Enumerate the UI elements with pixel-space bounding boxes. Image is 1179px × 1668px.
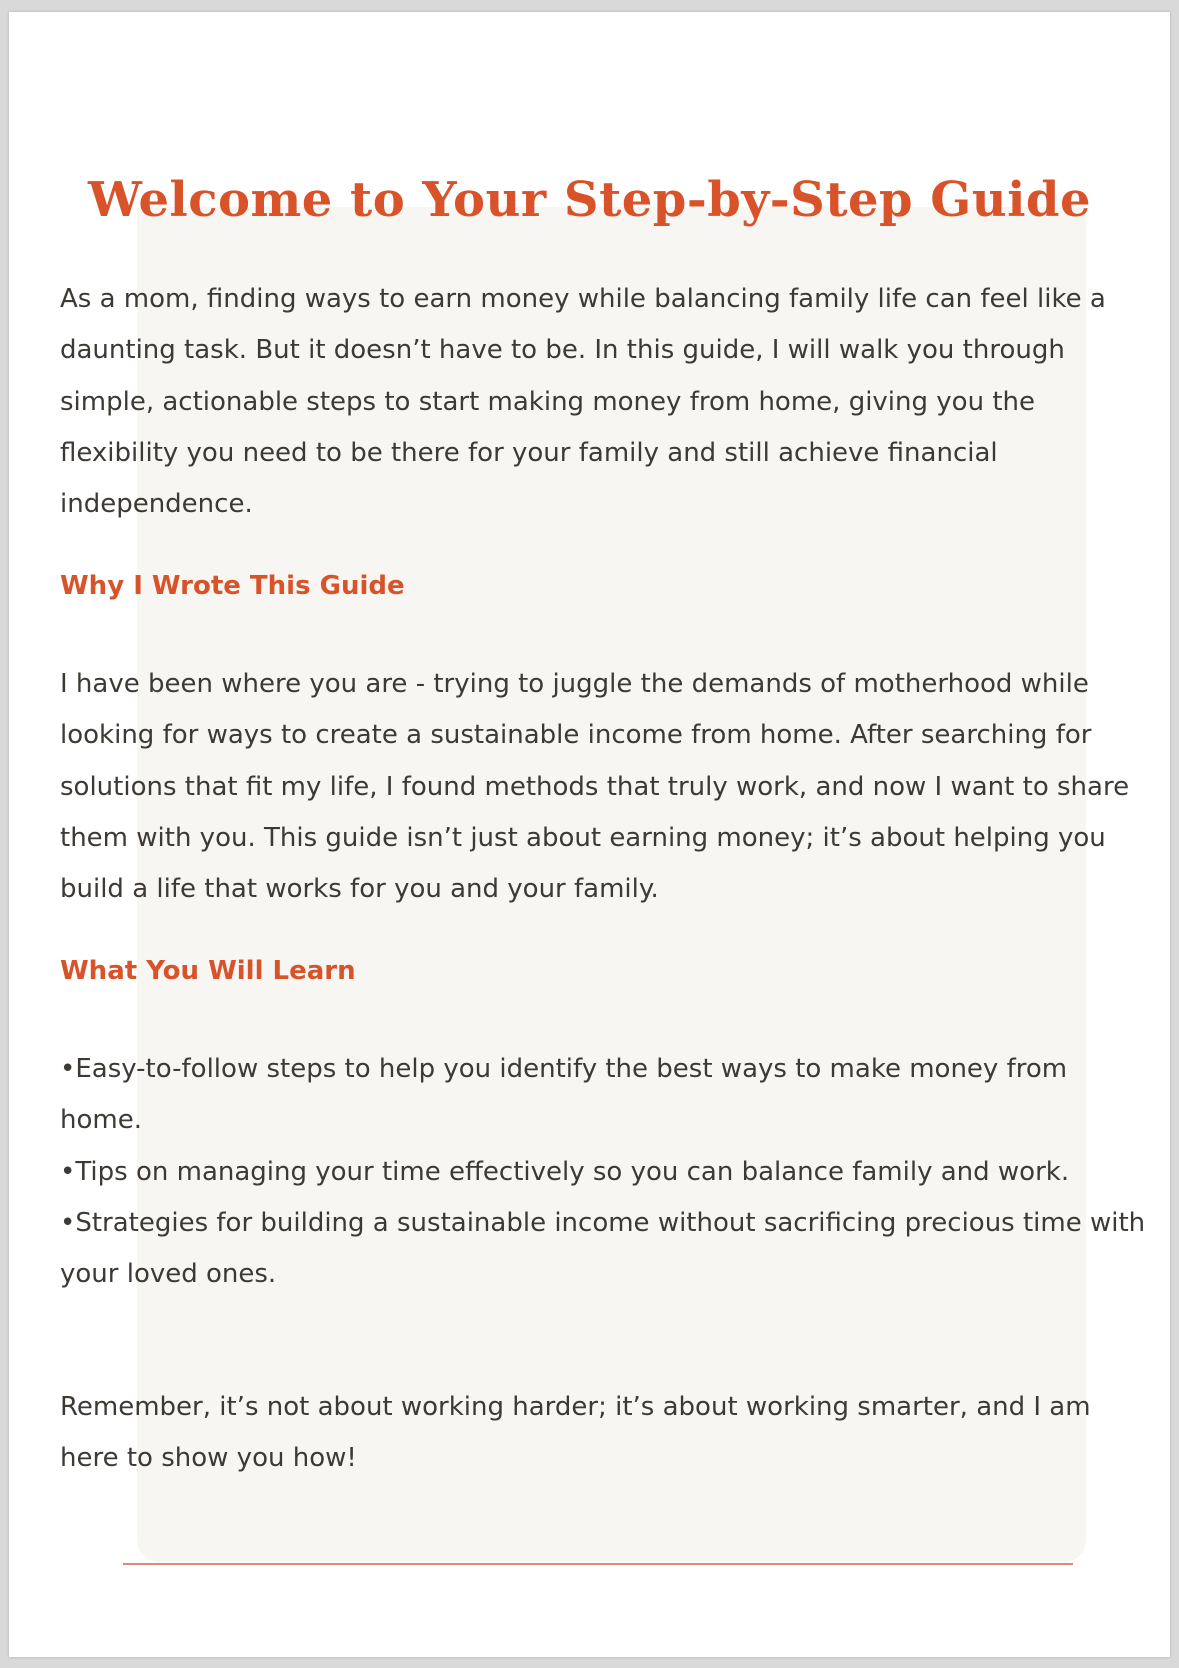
list-item: • Strategies for building a sustainable income without sacrificing precious time with your loved ones. [60, 1198, 1150, 1301]
section-heading-learn: What You Will Learn [60, 956, 356, 986]
learn-bullet-list [60, 1044, 1150, 1300]
list-item: • Tips on managing your time effectively so you can balance family and work. [60, 1147, 1150, 1198]
closing-paragraph: Remember, it’s not about working harder; it’s about working smarter, and I am here to show you how! [60, 1392, 1091, 1474]
divider-line [123, 1563, 1073, 1565]
page-title: Welcome to Your Step-by-Step Guide [87, 172, 1092, 228]
list-item: • Easy-to-follow steps to help you identify the best ways to make money from home. [60, 1044, 1150, 1147]
section-heading-why: Why I Wrote This Guide [60, 571, 405, 601]
why-paragraph: I have been where you are - trying to juggle the demands of motherhood while looking for ways to create a sustainable income from home. After searching for solutions that fit my life, I found methods that truly work, and now I want to share them with you. This guide isn’t just about earning money; it’s about helping you build a life that works for you and your family. [60, 669, 1130, 905]
document-page [9, 12, 1170, 1657]
intro-paragraph: As a mom, finding ways to earn money while balancing family life can feel like a daunting task. But it doesn’t have to be. In this guide, I will walk you through simple, actionable steps to start making money from home, giving you the flexibility you need to be there for your family and still achieve financial independence. [60, 284, 1106, 520]
